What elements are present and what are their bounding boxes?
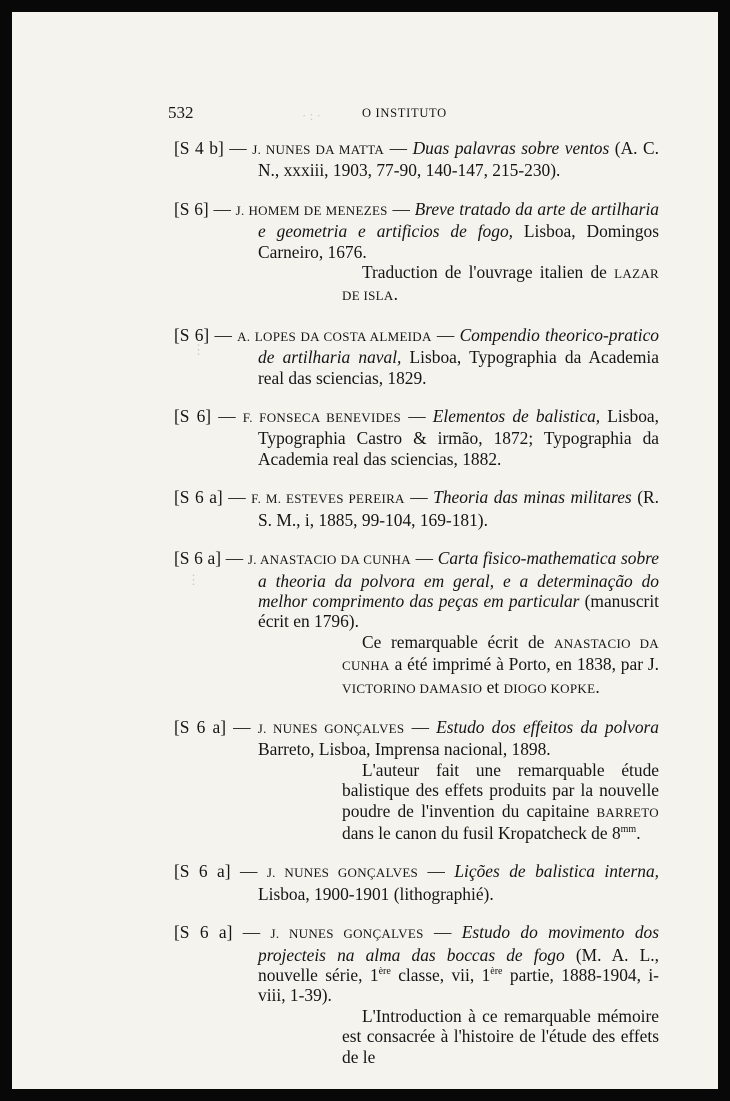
show-through-mark: · : ·: [302, 108, 321, 123]
bibliography-entry: [S 6 a] — F. M. ESTEVES PEREIRA — Theoria das minas militares (R. S. M., i, 1885, 99-104, 169-181).: [174, 487, 659, 530]
page-header: [12, 103, 718, 123]
bibliography-entry: [S 6] — F. FONSECA BENEVIDES — Elementos de balistica, Lisboa, Typographia Castro & irmão, 1872; Typographia da Academia real das sciencias, 1882.: [174, 406, 659, 469]
entry-note: Traduction de l'ouvrage italien de LAZAR DE ISLA.: [342, 262, 659, 305]
bibliography-entry: [S 6 a] — J. ANASTACIO DA CUNHA — Carta fisico-mathematica sobre a theoria da polvora em geral, e a determinação do melhor comprimento das peças em particular (manuscrit écrit en 1796). Ce remarquable écrit de ANASTACIO DA CUNHA a été imprimé à Porto, en 1838, par J. VICTORINO DAMASIO et DIOGO KOPKE.: [174, 548, 659, 699]
entry-note: L'auteur fait une remarquable étude balistique des effets produits par la nouvelle poudre de l'invention du capitaine BARRETO dans le canon du fusil Kropatcheck de $8^{mm}$.: [342, 759, 659, 843]
entry-note: L'Introduction à ce remarquable mémoire est consacrée à l'histoire de l'étude des effets de le: [342, 1005, 659, 1067]
bibliography-entry: [S 6 a] — J. NUNES GONÇALVES — Lições de balistica interna, Lisboa, 1900-1901 (lithographié).: [174, 861, 659, 904]
bibliography-entry: [S 6 a] — J. NUNES GONÇALVES — Estudo do movimento dos projecteis na alma das boccas de fogo (M. A. L., nouvelle série, 1ère classe, vii, 1ère partie, 1888-1904, i-viii, 1-39). L'Introduction à ce remarquable mémoire est consacrée à l'histoire de l'étude des effets de le: [174, 922, 659, 1067]
running-head: O INSTITUTO: [362, 106, 447, 120]
bibliography-entry: [S 6] — J. HOMEM DE MENEZES — Breve tratado da arte de artilharia e geometria e artificios de fogo, Lisboa, Domingos Carneiro, 1676. Traduction de l'ouvrage italien de LAZAR DE ISLA.: [174, 199, 659, 307]
show-through-mark: ⋮: [187, 572, 200, 587]
bibliography-entry: [S 6] — A. LOPES DA COSTA ALMEIDA — Compendio theorico-pratico de artilharia naval, Lisboa, Typographia da Academia real das sciencias, 1829.: [174, 324, 659, 388]
page-number: 532: [168, 103, 194, 122]
show-through-mark: ⋮: [192, 342, 205, 357]
entry-note: Ce remarquable écrit de ANASTACIO DA CUNHA a été imprimé à Porto, en 1838, par J. VICTORINO DAMASIO et DIOGO KOPKE.: [342, 631, 659, 697]
bibliography-entry: [S 6 a] — J. NUNES GONÇALVES — Estudo dos effeitos da polvora Barreto, Lisboa, Imprensa nacional, 1898. L'auteur fait une remarquable étude balistique des effets produits par la nouvelle poudre de l'invention du capitaine BARRETO dans le canon du fusil Kropatcheck de $8^{mm}$.: [174, 716, 659, 843]
book-page: [12, 12, 718, 1089]
bibliography-list: [174, 138, 659, 1085]
bibliography-entry: [S 4 b] — J. NUNES DA MATTA — Duas palavras sobre ventos (A. C. N., xxxiii, 1903, 77-90, 140-147, 215-230).: [174, 138, 659, 181]
